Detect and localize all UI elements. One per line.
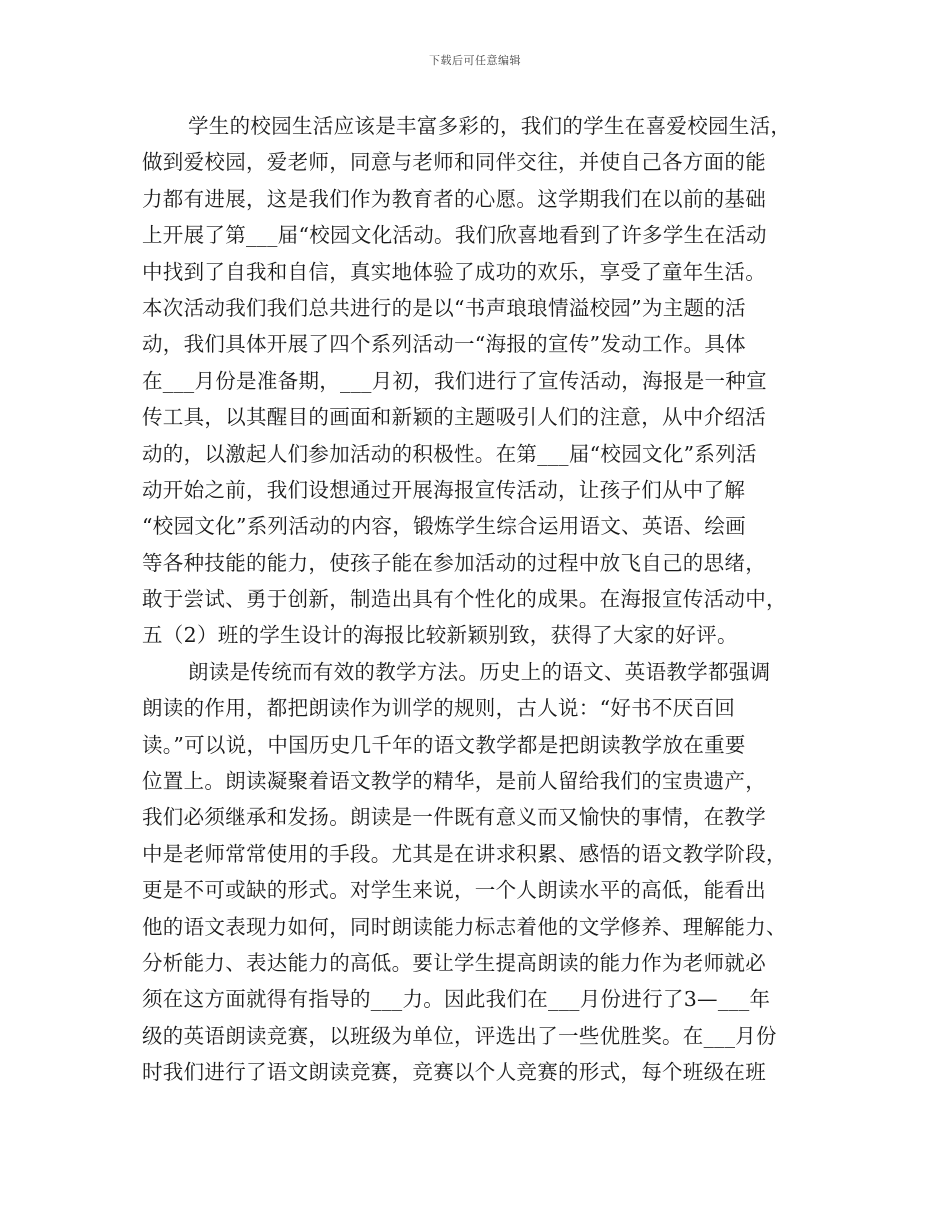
text-line: 动，我们具体开展了四个系列活动一“海报的宣传”发动工作。具体 — [142, 332, 746, 357]
text-line: 分析能力、表达能力的高低。要让学生提高朗读的能力作为老师就必 — [142, 950, 766, 975]
document-body — [142, 108, 822, 1091]
paragraph-campus-activities — [142, 108, 822, 654]
text-line: 读。”可以说，中国历史几千年的语文教学都是把朗读教学放在重要 — [142, 732, 746, 757]
text-line: 力都有进展，这是我们作为教育者的心愿。这学期我们在以前的基础 — [142, 186, 766, 211]
text-line: 等各种技能的能力，使孩子能在参加活动的过程中放飞自己的思绪， — [142, 550, 766, 575]
text-line: 朗读的作用，都把朗读作为训学的规则，古人说：“好书不厌百回 — [142, 696, 736, 721]
text-line: 传工具，以其醒目的画面和新颖的主题吸引人们的注意，从中介绍活 — [142, 405, 766, 430]
text-line: 敢于尝试、勇于创新，制造出具有个性化的成果。在海报宣传活动中， — [142, 587, 787, 612]
text-line: 中是老师常常使用的手段。尤其是在讲求积累、感悟的语文教学阶段， — [142, 841, 787, 866]
text-line: 学生的校园生活应该是丰富多彩的，我们的学生在喜爱校园生活， — [188, 114, 792, 138]
text-line: 动的，以激起人们参加活动的积极性。在第___届“校园文化”系列活 — [142, 441, 757, 466]
text-line: 中找到了自我和自信，真实地体验了成功的欢乐，享受了童年生活。 — [142, 259, 766, 284]
text-line: 在___月份是准备期，___月初，我们进行了宣传活动，海报是一种宣 — [142, 368, 767, 393]
text-line: 位置上。朗读凝聚着语文教学的精华，是前人留给我们的宝贵遗产， — [142, 769, 766, 794]
page-header-note: 下载后可任意编辑 — [429, 54, 521, 67]
paragraph-reading-aloud — [142, 654, 822, 1091]
text-line: 他的语文表现力如何，同时朗读能力标志着他的文学修养、理解能力、 — [142, 914, 787, 939]
text-line: 本次活动我们我们总共进行的是以“书声琅琅情溢校园”为主题的活 — [142, 295, 746, 320]
text-line: 上开展了第___届“校园文化活动。我们欣喜地看到了许多学生在活动 — [142, 223, 767, 248]
text-line: “校园文化”系列活动的内容，锻炼学生综合运用语文、英语、绘画 — [142, 514, 746, 539]
text-line: 五（2）班的学生设计的海报比较新颖别致，获得了大家的好评。 — [142, 623, 738, 648]
text-line: 做到爱校园，爱老师，同意与老师和同伴交往，并使自己各方面的能 — [142, 150, 766, 175]
text-line: 级的英语朗读竞赛，以班级为单位，评选出了一些优胜奖。在___月份 — [142, 1023, 777, 1048]
text-line: 朗读是传统而有效的教学方法。历史上的语文、英语教学都强调 — [188, 659, 771, 684]
text-line: 动开始之前，我们设想通过开展海报宣传活动，让孩子们从中了解 — [142, 477, 746, 502]
text-line: 时我们进行了语文朗读竞赛，竞赛以个人竞赛的形式，每个班级在班 — [142, 1060, 766, 1085]
text-line: 更是不可或缺的形式。对学生来说，一个人朗读水平的高低，能看出 — [142, 878, 766, 903]
text-line: 须在这方面就得有指导的___力。因此我们在___月份进行了3—___年 — [142, 987, 771, 1012]
text-line: 我们必须继承和发扬。朗读是一件既有意义而又愉快的事情，在教学 — [142, 805, 766, 830]
